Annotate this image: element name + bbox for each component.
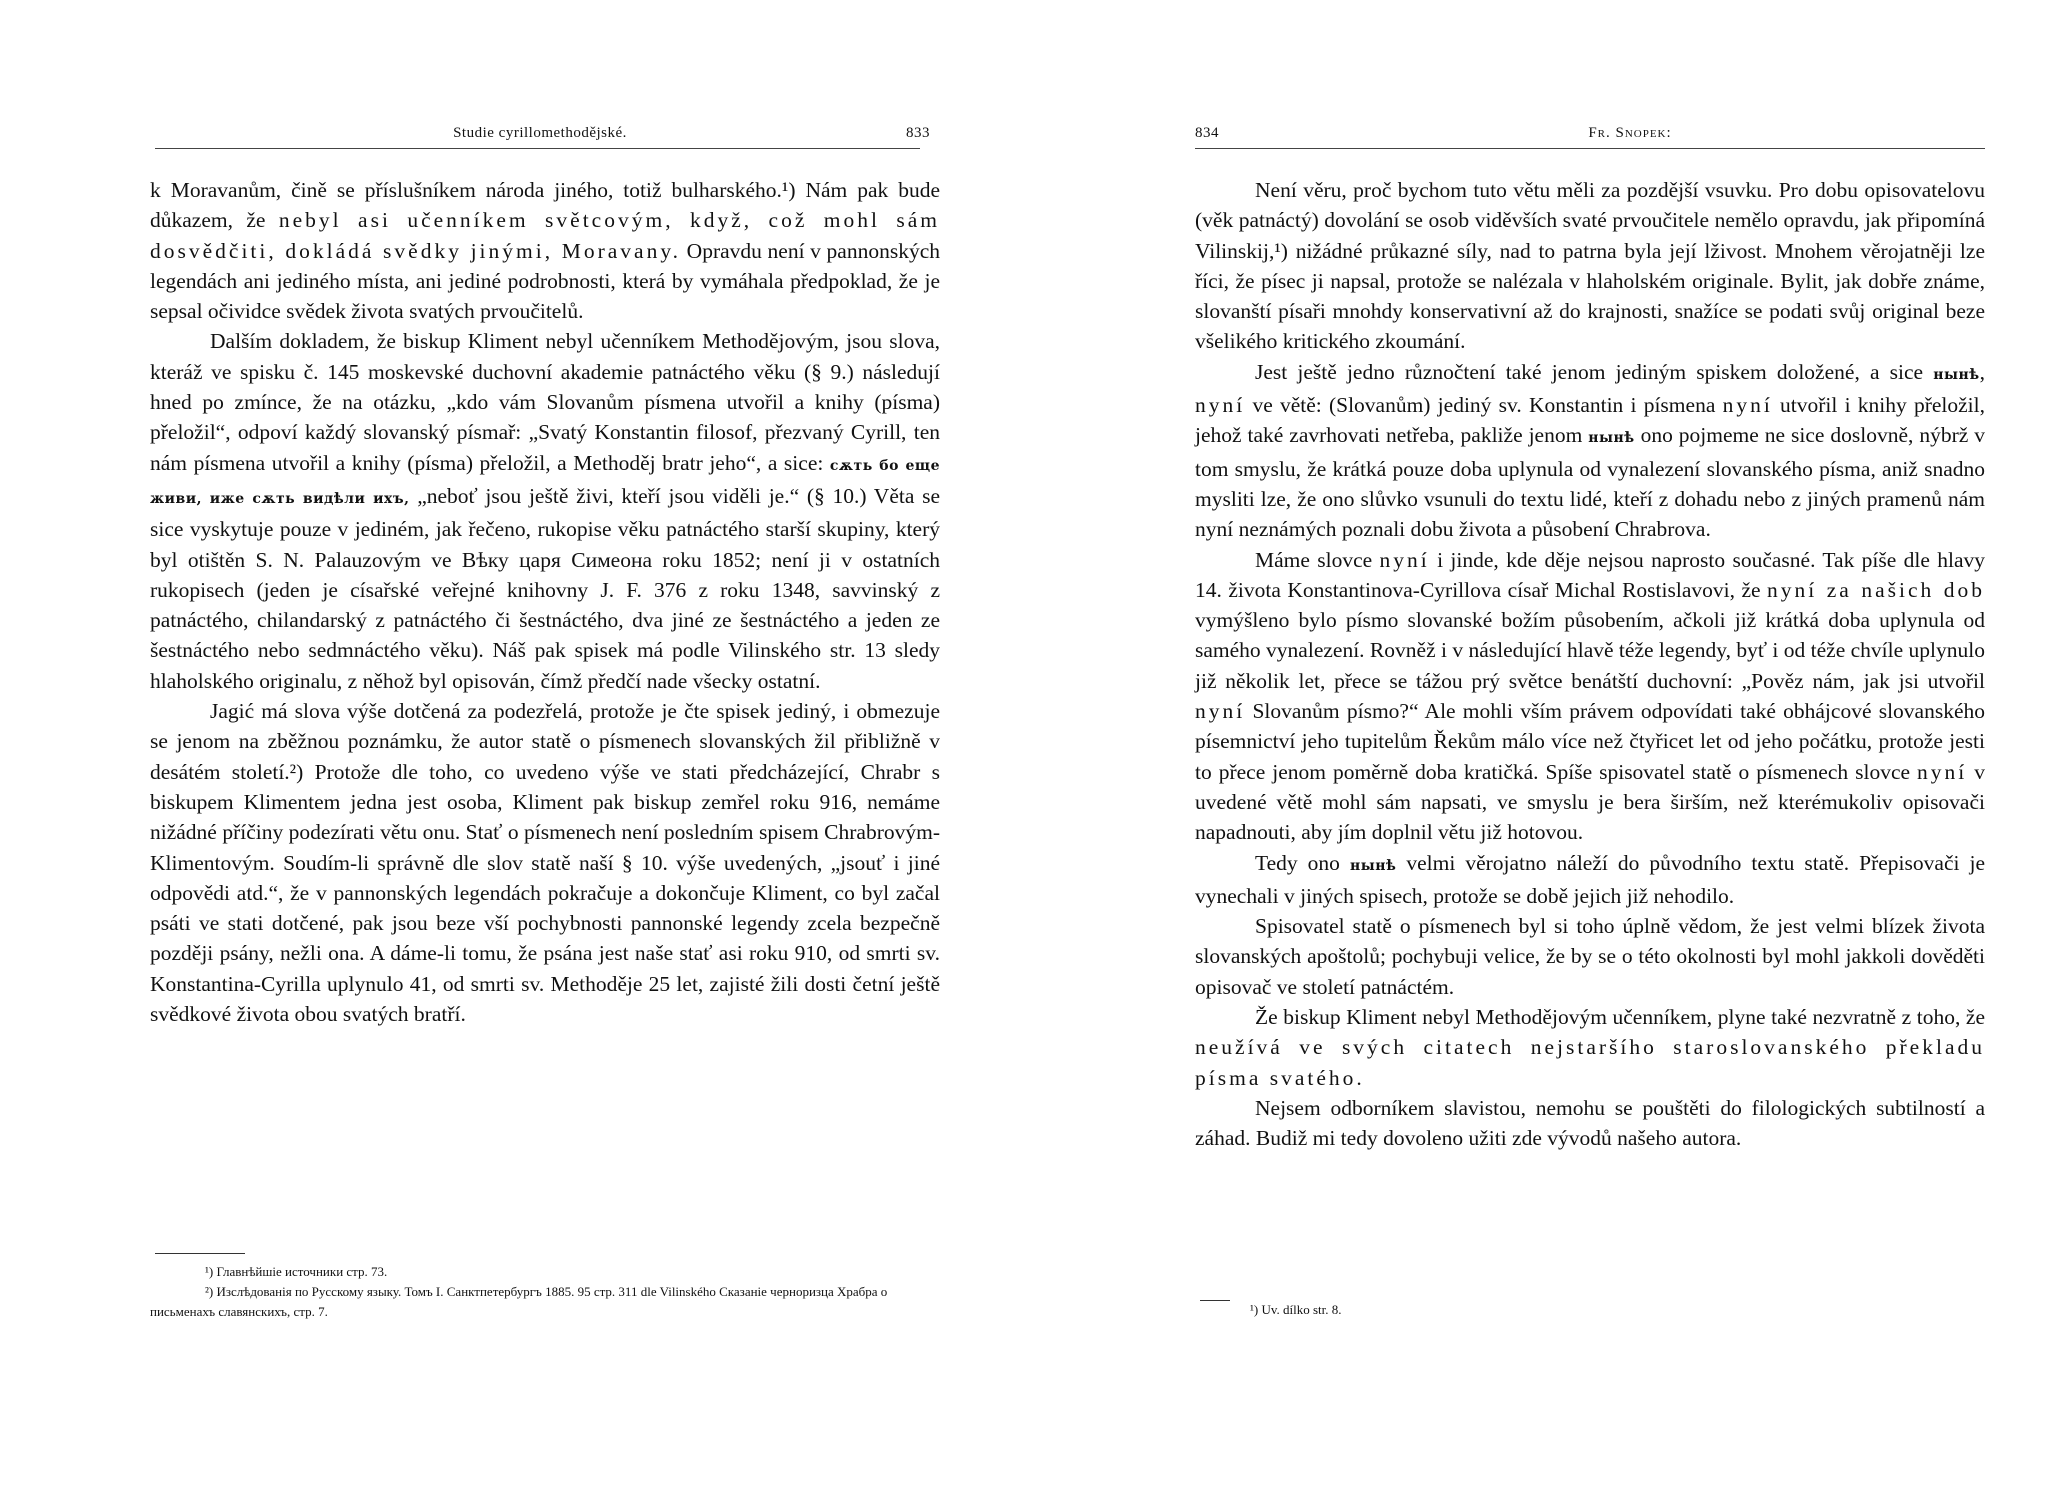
paragraph — [1195, 848, 1985, 912]
paragraph — [1195, 357, 1985, 545]
text-run: Tedy ono — [1255, 850, 1350, 875]
text-run: ve větě: (Slovanům) jediný sv. Konstantin i písmena — [1245, 393, 1723, 418]
paragraph — [1195, 1002, 1985, 1093]
text-run: k Moravanům, čině se příslušníkem národa jiného, totiž bulharského.¹) Nám pak bude důkazem, že — [150, 178, 940, 233]
left-page-header — [150, 125, 940, 151]
spaced-emphasis: nyní — [1379, 547, 1430, 572]
spaced-emphasis: nyní — [1722, 393, 1773, 418]
text-run: „neboť jsou ještě živi, kteří jsou viděli je.“ (§ 10.) Věta se sice vyskytuje pouze v jediném, jak řečeno, rukopise věku patnáctého starší skupiny, který byl otištěn S. N. Palauzovým ve Вѣку царя Симеона roku 1852; není ji v ostatních rukopisech (jeden je císařské veřejné knihovny J. F. 376 z roku 1348, savvinský z patnáctého, chilandarský z patnáctého či šestnáctého, dva jiné ze šestnáctého a jeden ze šestnáctého nebo sedmnáctého věku). Náš pak spisek má podle Vilinského str. 13 sledy hlaholského originalu, z něhož byl opisován, čímž předčí nade všecky ostatní. — [150, 483, 941, 693]
text-run: Dalším dokladem, že biskup Kliment nebyl učenníkem Methodějovým, jsou slova, kteráž ve spisku č. 145 moskevské duchovní akademie patnáctého věku (§ 9.) následují hned po zmínce, že na otázku, „kdo vám Slovanům písmena utvořil a knihy (písma) přeložil“, odpoví každý slovanský písmař: „Svatý Konstantin filosof, přezvaný Cyrill, ten nám písmena utvořil a knihy (písma) přeložil, a Methoděj bratr jeho“, a sice: — [150, 329, 940, 475]
right-page-header — [1195, 125, 1985, 151]
left-page-body — [150, 175, 940, 1029]
right-page — [1195, 0, 1985, 1500]
text-run: Nejsem odborníkem slavistou, nemohu se pouštěti do filologických subtilností a záhad. Budiž mi tedy dovoleno užiti zde vývodů našeho autora. — [1195, 1095, 1985, 1151]
spaced-emphasis: nyní za našich dob — [1767, 577, 1985, 602]
paragraph — [150, 175, 940, 326]
text-run: Není věru, proč bychom tuto větu měli za pozdější vsuvku. Pro dobu opisovatelovu (věk patnáctý) dovolání se osob viděvších svaté prvoučitele nemělo opravdu, jak připomíná Vilinskij,¹) nižádné průkazné síly, nad to patrna byla její lživost. Mnohem věrojatněji lze říci, že písec ji napsal, protože se nalézala v hlaholském originale. Bylit, jak dobře známe, slovanští písaři mnohdy konservativní až do krajnosti, snažíce se podati svůj original beze všelikého kritického zkoumání. — [1195, 178, 1985, 354]
paragraph — [1195, 1093, 1985, 1154]
footnote-rule — [155, 1253, 245, 1254]
spaced-emphasis: nebyl asi učenníkem světcovým, když, což mohl sám dosvědčiti, dokládá svědky jinými, Moravany. — [150, 208, 941, 263]
running-title: Fr. Snopek: — [1588, 125, 1672, 141]
paragraph — [150, 326, 940, 696]
text-run: Spisovatel statě o písmenech byl si toho úplně vědom, že jest velmi blízek života slovanských apoštolů; pochybuji velice, že by se o této okolnosti byl mohl jakkoli dověděti opisovač ve století patnáctém. — [1195, 914, 1985, 999]
page-number: 834 — [1195, 125, 1219, 141]
text-run: Jagić má slova výše dotčená za podezřelá, protože je čte spisek jediný, i obmezuje se jenom na zběžnou poznámku, že autor statě o písmenech slovanských žil přibližně v desátém století.²) Protože dle toho, co uvedeno výše ve stati předcházející, Chrabr s biskupem Klimentem jedna jest osoba, Kliment pak biskup zemřel roku 916, nemáme nižádné příčiny podezírati větu onu. Stať o písmenech není posledním spisem Chrabrovým-Klimentovým. Soudím-li správně dle slov statě naší § 10. výše uvedených, „jsouť i jiné odpovědi atd.“, že v pannonských legendách pokračuje a dokončuje Kliment, co byl začal psáti ve stati dotčené, pak jsou beze vší pochybnosti pannonské legendy zcela bezpečně později psány, nežli ona. A dáme-li tomu, že psána jest naše stať asi roku 910, od smrti sv. Konstantina-Cyrilla uplynulo 41, od smrti sv. Methoděje 25 let, zajisté žili dosti četní ještě svědkové života obou svatých bratří. — [150, 699, 940, 1027]
left-footnotes — [150, 1262, 940, 1322]
spaced-emphasis: nyní — [1917, 759, 1968, 784]
spaced-emphasis: nyní — [1195, 699, 1246, 724]
running-title: Studie cyrillomethodějské. — [453, 125, 627, 141]
paragraph — [150, 696, 940, 1029]
paragraph — [1195, 545, 1985, 848]
text-run: velmi věrojatno náleží do původního textu statě. Přepisovači je vynechali v jiných spisech, protože se době jejich již nehodilo. — [1195, 850, 1985, 908]
left-page — [150, 0, 940, 1500]
old-slavonic-quote: нынѣ — [1588, 430, 1635, 447]
text-run: utvořil i knihy přeložil, jehož také zavrhovati netřeba, pakliže jenom — [1195, 393, 1985, 448]
page-number: 833 — [906, 125, 930, 141]
text-run: i jinde, kde děje nejsou naprosto současné. Tak píše dle hlavy 14. života Konstantinova-Cyrillova císař Michal Rostislavovi, že — [1195, 547, 1985, 602]
old-slavonic-quote: нынѣ — [1933, 366, 1980, 383]
footnote: ¹) Uv. dílko str. 8. — [1250, 1302, 1342, 1317]
paragraph — [1195, 175, 1985, 357]
header-rule — [155, 148, 920, 149]
text-run: vymýšleno bylo písmo slovanské božím působením, ačkoli již krátká doba uplynula od samého vynalezení. Rovněž i v následující hlavě téže legendy, byť i od téže chvíle uplynulo již několik let, přece se tážou prý světce benátští duchovní: „Pověz nám, jak jsi utvořil — [1195, 608, 1985, 693]
text-run: Že biskup Kliment nebyl Methodějovým učenníkem, plyne také nezvratně z toho, že — [1255, 1005, 1985, 1030]
right-footnotes — [1195, 1300, 1985, 1320]
right-page-body — [1195, 175, 1985, 1154]
spaced-emphasis: nyní — [1195, 393, 1246, 418]
text-run: , — [1979, 359, 1985, 384]
old-slavonic-quote: нынѣ — [1349, 857, 1397, 874]
paragraph — [1195, 911, 1985, 1002]
spaced-emphasis: neužívá ve svých citatech nejstaršího staroslovanského překladu písma svatého. — [1195, 1035, 1985, 1090]
text-run: v uvedené větě mohl sám napsati, ve smyslu je bera širším, než kterémukoliv opisovači napadnouti, aby jím doplnil větu již hotovou. — [1195, 759, 1985, 845]
footnote: ¹) Главнѣйшіе источники стр. 73. — [205, 1264, 388, 1279]
header-rule — [1195, 148, 1985, 149]
text-run: Opravdu není v pannonských legendách ani jediného místa, ani jediné podrobnosti, která by vymáhala předpoklad, že je sepsal očividce svědek života svatých prvoučitelů. — [150, 238, 940, 324]
footnote: ²) Изслѣдованія по Русскому языку. Томъ I. Санктпетербургъ 1885. 95 стр. 311 dle Vilinského Сказаніе черноризца Храбра о письменахъ славянскихъ, стр. 7. — [150, 1284, 888, 1319]
old-slavonic-quote: сѫть бо еще живи, иже сѫть видѣли ихъ, — [150, 457, 940, 507]
text-run: Slovanům písmo?“ Ale mohli vším právem odpovídati také obhájcové slovanského písemnictví jeho tupitelům Řekům málo více než čtyřicet let od jeho počátku, protože jesti to přece jenom poměrně doba kratičká. Spíše spisovatel statě o písmenech slovce — [1195, 699, 1985, 784]
text-run: ono pojmeme ne sice doslovně, nýbrž v tom smyslu, že krátká pouze doba uplynula od vynalezení slovanského písma, aniž snadno mysliti lze, že ono slůvko vsunuli do textu lidé, kteří z dohadu nebo z jiných pramenů nám nyní neznámých poznali dobu života a působení Chrabrova. — [1195, 423, 1985, 542]
text-run: Máme slovce — [1255, 547, 1380, 572]
text-run: Jest ještě jedno různočtení také jenom jediným spiskem doložené, a sice — [1255, 359, 1934, 384]
